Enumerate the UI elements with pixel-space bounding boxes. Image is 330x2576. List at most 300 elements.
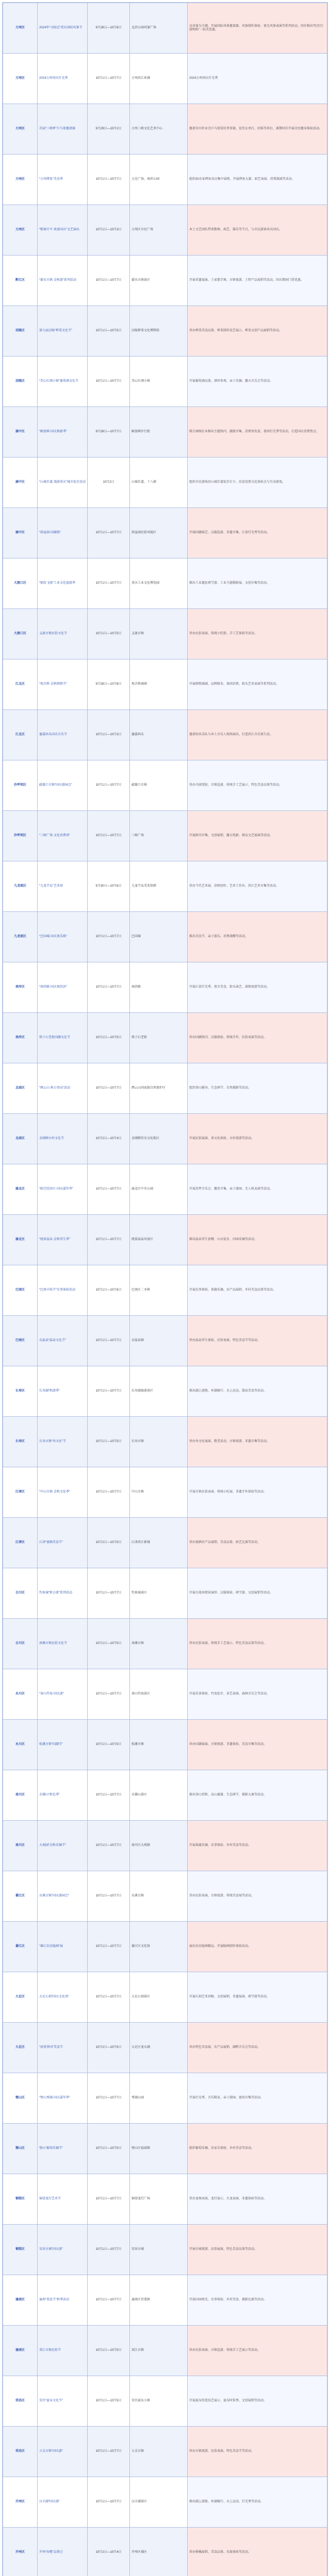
venue-cell: 万达广场、南滨公园: [130, 155, 188, 205]
table-row: [3, 558, 327, 609]
table-row: [3, 912, 327, 962]
activity-name-cell: 万灵古镇“国庆游”: [38, 2427, 88, 2477]
venue-cell: 万州区市民广场: [130, 205, 188, 256]
venue-cell: 万灵古镇: [130, 2427, 188, 2477]
time-cell: 10月1日—10月7日: [88, 1316, 130, 1366]
table-row: [3, 1821, 327, 1871]
table-row: [3, 811, 327, 861]
time-cell: 10月1日—10月7日: [88, 1972, 130, 2023]
venue-cell: 万州三峡文化艺术中心: [130, 104, 188, 155]
table-row: [3, 1467, 327, 1518]
table-row: [3, 710, 327, 760]
detail-cell: 开展图书市集、文创展销、露天电影、群众文艺展演等活动。: [188, 811, 327, 861]
time-cell: 10月1日—10月7日: [88, 1164, 130, 1215]
table-row: [3, 2326, 327, 2376]
table-row: [3, 1164, 327, 1215]
time-cell: 10月1日—10月7日: [88, 2427, 130, 2477]
district-cell: 合川区: [3, 1619, 38, 1669]
detail-cell: 举办富硒农产品展销、美食品鉴、厨艺比赛等活动。: [188, 1518, 327, 1568]
activity-table-body: [3, 3, 327, 2576]
activity-name-cell: 涞滩古镇民俗文化节: [38, 1619, 88, 1669]
table-row: [3, 1215, 327, 1265]
district-cell: 大足区: [3, 1972, 38, 2023]
detail-cell: 开展葡萄酒品鉴、酒窖参观、亲子采摘、露天音乐会等活动。: [188, 357, 327, 407]
detail-cell: 开展农事体验、果蔬采摘、农产品展销、乡村美食品鉴等活动。: [188, 1265, 327, 1316]
table-row: [3, 357, 327, 407]
detail-cell: 举办民俗表演、传统小吃街、手工艺体验等活动。: [188, 609, 327, 659]
detail-cell: 邀请知名乐队与本土音乐人现场演出，打造滨江音乐夜生活。: [188, 710, 327, 760]
table-row: [3, 1972, 327, 2023]
activity-name-cell: 大足石刻“国庆文化周”: [38, 1972, 88, 2023]
venue-cell: 东溪古镇: [130, 1871, 188, 1922]
activity-name-cell: 汉丰湖“国庆游”: [38, 2477, 88, 2528]
district-cell: 江津区: [3, 1467, 38, 1518]
district-cell: 巴南区: [3, 1265, 38, 1316]
venue-cell: 南滨路: [130, 962, 188, 1013]
venue-cell: 茶山竹海景区: [130, 1669, 188, 1720]
time-cell: 10月1日—10月7日: [88, 811, 130, 861]
venue-cell: 鎏嘉码头: [130, 710, 188, 760]
table-row: [3, 104, 327, 155]
venue-cell: 东温泉镇: [130, 1316, 188, 1366]
time-cell: 9月28日—10月7日: [88, 407, 130, 457]
time-cell: 10月1日—10月5日: [88, 2326, 130, 2376]
district-cell: 綦江区: [3, 1922, 38, 1972]
detail-cell: 开展石刻艺术讲解、文创展销、非遗展演、研学游等活动。: [188, 1972, 327, 2023]
activity-name-cell: “巴国城·国庆欢乐购”: [38, 912, 88, 962]
detail-cell: 组织登山健身、生态研学、自然摄影等活动。: [188, 1063, 327, 1114]
venue-cell: 双江古镇: [130, 2326, 188, 2376]
district-cell: 巴南区: [3, 1316, 38, 1366]
district-cell: 万州区: [3, 54, 38, 104]
time-cell: 10月1日—10月7日: [88, 962, 130, 1013]
venue-cell: 秀湖公园: [130, 2073, 188, 2124]
district-cell: 渝北区: [3, 1164, 38, 1215]
time-cell: 10月1日—10月7日: [88, 1871, 130, 1922]
venue-cell: 松溉古镇: [130, 1720, 188, 1770]
table-row: [3, 2073, 327, 2124]
detail-cell: 推出湖上游船、环湖骑行、水上运动、灯光秀等活动。: [188, 2477, 327, 2528]
detail-cell: 开展古战场情景演绎、汉服体验、研学游、文创展销等活动。: [188, 1568, 327, 1619]
district-cell: 南岸区: [3, 1013, 38, 1063]
detail-cell: 开展夏布织造技艺展示、夏布时装秀、文创展销等活动。: [188, 2376, 327, 2427]
activity-name-cell: 东温泉“温泉文化节”: [38, 1316, 88, 1366]
district-cell: 大足区: [3, 2023, 38, 2073]
detail-cell: 举办龙舞表演、龙灯展示、火龙表演、非遗体验等活动。: [188, 2174, 327, 2225]
activity-name-cell: 义渡古镇民俗文化节: [38, 609, 88, 659]
activity-name-cell: “观音桥·金秋购物节”: [38, 659, 88, 710]
table-row: [3, 1063, 327, 1114]
table-row: [3, 2275, 327, 2326]
time-cell: 10月2日—10月5日: [88, 2023, 130, 2073]
activity-name-cell: “璧山秀湖·国庆嘉年华”: [38, 2073, 88, 2124]
table-row: [3, 1518, 327, 1568]
time-cell: 10月1日—10月5日: [88, 1013, 130, 1063]
district-cell: 南川区: [3, 1770, 38, 1821]
detail-cell: 开展果蔬采摘、农事体验、乡村美食等活动。: [188, 1821, 327, 1871]
time-cell: 10月1日—10月7日: [88, 760, 130, 811]
table-row: [3, 1720, 327, 1770]
activity-name-cell: 首届“三峡杯”乒乓球邀请赛: [38, 104, 88, 155]
activity-name-cell: “海棠香国”美食节: [38, 2023, 88, 2073]
time-cell: 10月1日—10月5日: [88, 1619, 130, 1669]
district-cell: 渝中区: [3, 508, 38, 558]
district-cell: 江津区: [3, 1518, 38, 1568]
detail-cell: 举办当代艺术展、涂鸦创作、艺术工作坊、滨江艺术市集等活动。: [188, 861, 327, 912]
district-cell: 渝北区: [3, 1215, 38, 1265]
time-cell: 10月1日—10月7日: [88, 54, 130, 104]
venue-cell: 三峡广场: [130, 811, 188, 861]
detail-cell: 举办国潮快闪、汉服体验、传统手作、民俗表演等活动。: [188, 1013, 327, 1063]
venue-cell: 金刚碑历史文化街区: [130, 1114, 188, 1164]
table-row: [3, 1316, 327, 1366]
time-cell: 10月1日—10月7日: [88, 912, 130, 962]
detail-cell: 举办民俗表演、古镇巡游、传统手工艺展示等活动。: [188, 2326, 327, 2376]
activity-name-cell: “巴南丰收节”农事体验活动: [38, 1265, 88, 1316]
district-cell: 长寿区: [3, 1417, 38, 1467]
activity-name-cell: “濯水古镇·金秋游”系列活动: [38, 256, 88, 306]
district-cell: 南川区: [3, 1821, 38, 1871]
detail-cell: 以风筝为主题，开展国际风筝邀请赛、风筝制作体验、夜光风筝表演等系列活动，同步推出“吃住行游购娱”一站式优惠。: [188, 3, 327, 54]
venue-cell: 涞滩古镇: [130, 1619, 188, 1669]
activity-name-cell: 开州“春橙”品鉴会: [38, 2528, 88, 2576]
venue-cell: 涪陵榨菜文化博物馆: [130, 306, 188, 357]
table-row: [3, 306, 327, 357]
venue-cell: 磁器口古镇: [130, 760, 188, 811]
time-cell: 10月2日—10月4日: [88, 1114, 130, 1164]
venue-cell: 金佛山景区: [130, 1770, 188, 1821]
time-cell: 10月1日—10月7日: [88, 1366, 130, 1417]
time-cell: 10月1日—10月7日: [88, 1770, 130, 1821]
time-cell: 10月2日—10月4日: [88, 2528, 130, 2576]
activity-name-cell: “山城步道·漫游重庆”城市徒步活动: [38, 457, 88, 508]
district-cell: 铜梁区: [3, 2225, 38, 2275]
table-row: [3, 1265, 327, 1316]
detail-cell: 开展草坪音乐会、露营市集、亲子游园、无人机表演等活动。: [188, 1164, 327, 1215]
table-row: [3, 1770, 327, 1821]
district-cell: 永川区: [3, 1669, 38, 1720]
venue-cell: 南川区大观镇: [130, 1821, 188, 1871]
detail-cell: 展出农民版画精品，开展版画制作体验活动。: [188, 1922, 327, 1972]
district-cell: 大渡口区: [3, 558, 38, 609]
detail-cell: 组织30余家烤鱼名店集中展销，开展烤鱼大赛、厨艺表演、消费满减等活动。: [188, 155, 327, 205]
time-cell: 10月1日—10月7日: [88, 1215, 130, 1265]
detail-cell: 开展购物满减、品牌联名、夜间消费、街头艺术表演等系列活动。: [188, 659, 327, 710]
venue-cell: 綦江区文化馆: [130, 1922, 188, 1972]
activity-name-cell: 长寿古镇“寿文化”节: [38, 1417, 88, 1467]
time-cell: 9月28日—10月8日: [88, 659, 130, 710]
district-cell: 涪陵区: [3, 306, 38, 357]
table-row: [3, 609, 327, 659]
venue-cell: 大足石刻景区: [130, 1972, 188, 2023]
detail-cell: 开展古城夜游、民俗展演、特色美食品鉴等活动。: [188, 2225, 327, 2275]
venue-cell: 九龙半岛美术馆群: [130, 861, 188, 912]
activity-name-cell: 大观园“金秋采摘节”: [38, 1821, 88, 1871]
detail-cell: 本土文艺团队带来歌舞、曲艺、器乐等节目，与市民游客共庆国庆。: [188, 205, 327, 256]
table-row: [3, 256, 327, 306]
time-cell: 10月1日—10月5日: [88, 306, 130, 357]
district-cell: 江北区: [3, 659, 38, 710]
activity-name-cell: “统景温泉·金秋养生季”: [38, 1215, 88, 1265]
activity-name-cell: 2024万州国庆灯光秀: [38, 54, 88, 104]
time-cell: 10月1日—10月5日: [88, 609, 130, 659]
activity-name-cell: 鎏嘉码头国庆音乐节: [38, 710, 88, 760]
table-row: [3, 1619, 327, 1669]
table-row: [3, 1568, 327, 1619]
activity-name-cell: 长寿湖“秋游季”: [38, 1366, 88, 1417]
time-cell: 10月1日—10月7日: [88, 508, 130, 558]
time-cell: 10月1日—10月7日: [88, 256, 130, 306]
detail-cell: 联合商圈企业推出主题快闪、潮流市集、消费券发放、夜间灯光秀等活动，打造国庆消费热点。: [188, 407, 327, 457]
district-cell: 永川区: [3, 1720, 38, 1770]
activity-name-cell: 荣昌“夏布文化节”: [38, 2376, 88, 2427]
activity-name-cell: 松溉古镇“国潮节”: [38, 1720, 88, 1770]
table-row: [3, 155, 327, 205]
table-row: [3, 659, 327, 710]
activity-name-cell: “中山古镇·金秋文化季”: [38, 1467, 88, 1518]
time-cell: 10月1日—10月7日: [88, 1568, 130, 1619]
venue-cell: 万州滨江环湖: [130, 54, 188, 104]
activity-name-cell: 磁器口古镇“国庆游园会”: [38, 760, 88, 811]
table-row: [3, 54, 327, 104]
venue-cell: 北滨公园风筝广场: [130, 3, 188, 54]
venue-cell: 统景温泉风景区: [130, 1215, 188, 1265]
venue-cell: 安居古城: [130, 2225, 188, 2275]
activity-name-cell: 江津“富硒美食节”: [38, 1518, 88, 1568]
table-row: [3, 962, 327, 1013]
district-cell: 潼南区: [3, 2275, 38, 2326]
detail-cell: 推出登山赏秋、高山避暑、生态研学、摄影大赛等活动。: [188, 1770, 327, 1821]
time-cell: 10月1日—10月7日: [88, 558, 130, 609]
detail-cell: 举办特色美食展、农产品展销、湖畔音乐会等活动。: [188, 2023, 327, 2073]
table-row: [3, 2023, 327, 2073]
venue-cell: 重庆工业文化博览园: [130, 558, 188, 609]
detail-cell: 开展民俗展演、茶文化体验、古村夜游等活动。: [188, 1114, 327, 1164]
district-cell: 荣昌区: [3, 2427, 38, 2477]
detail-cell: 推出美食节、亲子游乐、消费满赠等活动。: [188, 912, 327, 962]
detail-cell: 举办川剧变脸、古镇巡游、传统手工艺展示、特色美食品鉴等活动。: [188, 760, 327, 811]
time-cell: 10月1日—10月7日: [88, 1063, 130, 1114]
activity-name-cell: “九龙半岛”艺术周: [38, 861, 88, 912]
venue-cell: 开州区城区: [130, 2528, 188, 2576]
time-cell: 9月29日—10月2日: [88, 104, 130, 155]
time-cell: 10月1日—10月7日: [88, 2477, 130, 2528]
activity-name-cell: 双江古镇民俗节: [38, 2326, 88, 2376]
detail-cell: 组织市民游客沿山城步道徒步打卡，沿途设置文化体验点与互动游戏。: [188, 457, 327, 508]
activity-name-cell: “美心红酒小镇”葡萄酒文化节: [38, 357, 88, 407]
venue-cell: 洪崖洞民俗风貌区: [130, 508, 188, 558]
detail-cell: 开展江景灯光秀、夜市美食、街头演艺、游船夜游等活动。: [188, 962, 327, 1013]
detail-cell: 开展田园观光、农事体验、乡村美食、摄影比赛等活动。: [188, 2275, 327, 2326]
time-cell: 10月1日—10月7日: [88, 2174, 130, 2225]
detail-cell: 推出温泉养生套餐、山水徒步、田园采摘等活动。: [188, 1215, 327, 1265]
district-cell: 沙坪坝区: [3, 811, 38, 861]
district-cell: 万州区: [3, 3, 38, 54]
district-cell: 北碚区: [3, 1063, 38, 1114]
district-cell: 北碚区: [3, 1114, 38, 1164]
district-cell: 铜梁区: [3, 2174, 38, 2225]
table-row: [3, 2124, 327, 2174]
table-row: [3, 2528, 327, 2576]
district-cell: 九龙坡区: [3, 912, 38, 962]
table-row: [3, 1871, 327, 1922]
time-cell: 9月28日—10月8日: [88, 3, 130, 54]
district-cell: 万州区: [3, 155, 38, 205]
table-row: [3, 2376, 327, 2427]
time-cell: 10月1日—10月7日: [88, 2225, 130, 2275]
detail-cell: 举办寿文化展演、敬老活动、古镇夜游、非遗市集等活动。: [188, 1417, 327, 1467]
activity-name-cell: “南滨路·国庆夜经济”: [38, 962, 88, 1013]
time-cell: 10月1日—10月7日: [88, 1669, 130, 1720]
table-row: [3, 861, 327, 912]
detail-cell: 开展古镇民俗表演、传统小吃展、非遗手作体验等活动。: [188, 1467, 327, 1518]
venue-cell: 义渡古镇: [130, 609, 188, 659]
time-cell: 10月1日—10月7日: [88, 1821, 130, 1871]
table-row: [3, 205, 327, 256]
time-cell: 10月2日: [88, 457, 130, 508]
detail-cell: 推出湖上游船、环湖骑行、水上运动、渔家美食等活动。: [188, 1366, 327, 1417]
activity-name-cell: 钓鱼城“秋日游”系列活动: [38, 1568, 88, 1619]
table-row: [3, 2174, 327, 2225]
activity-name-cell: 弹子石老街国潮文化节: [38, 1013, 88, 1063]
venue-cell: 汉丰湖景区: [130, 2477, 188, 2528]
district-cell: 荣昌区: [3, 2376, 38, 2427]
detail-cell: 举办榨菜美食品鉴、榨菜制作技艺展示、榨菜文创产品展销等活动。: [188, 306, 327, 357]
time-cell: 10月1日—10月3日: [88, 710, 130, 760]
activity-name-cell: “钢花飞扬”工业文化旅游季: [38, 558, 88, 609]
activity-name-cell: 东溪古镇“国庆游园会”: [38, 1871, 88, 1922]
venue-cell: 铜梁龙灯广场: [130, 2174, 188, 2225]
venue-cell: 巴国城: [130, 912, 188, 962]
activity-name-cell: “临空经济区·国庆嘉年华”: [38, 1164, 88, 1215]
venue-cell: 长寿古镇: [130, 1417, 188, 1467]
activity-name-cell: 铜梁龙灯艺术节: [38, 2174, 88, 2225]
detail-cell: 举办柑橘展销、美食品鉴、农旅体验等活动。: [188, 2528, 327, 2576]
detail-cell: 2024万州国庆灯光秀: [188, 54, 327, 104]
district-cell: 万州区: [3, 205, 38, 256]
detail-cell: 开展灯光秀、音乐喷泉、亲子游园、夜间市集等活动。: [188, 2073, 327, 2124]
activity-schedule-sheet: [2, 2, 328, 2576]
time-cell: 10月1日—10月5日: [88, 1720, 130, 1770]
activity-name-cell: 安居古城“国庆游”: [38, 2225, 88, 2275]
activity-name-cell: 金佛山“秋色季”: [38, 1770, 88, 1821]
venue-cell: 美心红酒小镇: [130, 357, 188, 407]
detail-cell: 举办国潮展演、古镇夜游、非遗体验、美食市集等活动。: [188, 1720, 327, 1770]
table-row: [3, 1669, 327, 1720]
detail-cell: 举办古镇夜游、民俗表演、特色美食节等活动。: [188, 2427, 327, 2477]
district-cell: 大渡口区: [3, 609, 38, 659]
activity-name-cell: “洪崖洞·国潮夜”: [38, 508, 88, 558]
table-row: [3, 3, 327, 54]
time-cell: 10月1日—10月5日: [88, 1417, 130, 1467]
venue-cell: 濯水古镇景区: [130, 256, 188, 306]
time-cell: 10月1日—10月3日: [88, 205, 130, 256]
activity-name-cell: “缙云山·秋日登高”活动: [38, 1063, 88, 1114]
district-cell: 黔江区: [3, 256, 38, 306]
time-cell: 10月2日—10月5日: [88, 1518, 130, 1568]
time-cell: 10月1日—10月7日: [88, 357, 130, 407]
district-cell: 潼南区: [3, 2326, 38, 2376]
district-cell: 开州区: [3, 2477, 38, 2528]
district-cell: 渝中区: [3, 457, 38, 508]
time-cell: 10月1日—10月6日: [88, 1265, 130, 1316]
venue-cell: 渝北区中央公园: [130, 1164, 188, 1215]
activity-name-cell: “綦江农民版画”展: [38, 1922, 88, 1972]
district-cell: 合川区: [3, 1568, 38, 1619]
venue-cell: 长寿湖旅游景区: [130, 1366, 188, 1417]
venue-cell: 山城步道、十八梯: [130, 457, 188, 508]
table-row: [3, 2225, 327, 2275]
detail-cell: 开展国潮演艺、汉服巡游、非遗市集、江景灯光秀等活动。: [188, 508, 327, 558]
venue-cell: 璧山区福禄镇: [130, 2124, 188, 2174]
district-cell: 长寿区: [3, 1366, 38, 1417]
district-cell: 沙坪坝区: [3, 760, 38, 811]
activity-name-cell: “茶山竹海·国庆游”: [38, 1669, 88, 1720]
time-cell: 10月1日—10月7日: [88, 1922, 130, 1972]
venue-cell: 巴南区二圣镇: [130, 1265, 188, 1316]
venue-cell: 钓鱼城景区: [130, 1568, 188, 1619]
venue-cell: 观音桥商圈: [130, 659, 188, 710]
table-row: [3, 2477, 327, 2528]
detail-cell: 举办温泉养生体验、民俗表演、特色美食节等活动。: [188, 1316, 327, 1366]
time-cell: 10月1日—10月7日: [88, 2073, 130, 2124]
district-cell: 涪陵区: [3, 357, 38, 407]
table-row: [3, 1013, 327, 1063]
district-cell: 南岸区: [3, 962, 38, 1013]
time-cell: 10月1日—10月5日: [88, 2124, 130, 2174]
table-row: [3, 2427, 327, 2477]
activity-name-cell: 璧山“葡萄采摘节”: [38, 2124, 88, 2174]
time-cell: 9月30日—10月6日: [88, 861, 130, 912]
activity-name-cell: 第九届涪陵“榨菜文化节”: [38, 306, 88, 357]
venue-cell: 解放碑步行街: [130, 407, 188, 457]
venue-cell: 弹子石老街: [130, 1013, 188, 1063]
activity-name-cell: 潼南“菜花节”秋季活动: [38, 2275, 88, 2326]
detail-cell: 举办民俗表演、传统手工艺展示、特色美食品鉴等活动。: [188, 1619, 327, 1669]
table-row: [3, 1417, 327, 1467]
district-cell: 璧山区: [3, 2073, 38, 2124]
venue-cell: 缙云山国家级自然保护区: [130, 1063, 188, 1114]
detail-cell: 推出工业遗址研学游、工业主题摄影展、文创市集等活动。: [188, 558, 327, 609]
detail-cell: 邀请市内外业余乒乓球爱好者参赛，设男女单打、团体等项目，赛期同步开展全民健身体验活动。: [188, 104, 327, 155]
table-row: [3, 457, 327, 508]
activity-name-cell: 金刚碑古村文化节: [38, 1114, 88, 1164]
venue-cell: 潼南区崇龛镇: [130, 2275, 188, 2326]
activity-name-cell: “万州烤鱼”美食季: [38, 155, 88, 205]
district-cell: 渝中区: [3, 407, 38, 457]
activity-name-cell: 2024年“寻仙记”重庆国际风筝节: [38, 3, 88, 54]
time-cell: 10月1日—10月7日: [88, 1467, 130, 1518]
district-cell: 璧山区: [3, 2124, 38, 2174]
activity-name-cell: “三峡广场·文化消费周”: [38, 811, 88, 861]
table-row: [3, 407, 327, 457]
activity-name-cell: “解放碑·国庆焕新季”: [38, 407, 88, 457]
activity-table: [3, 3, 327, 2576]
venue-cell: 大足区龙水湖: [130, 2023, 188, 2073]
district-cell: 江北区: [3, 710, 38, 760]
time-cell: 10月1日—10月7日: [88, 155, 130, 205]
venue-cell: 荣昌夏布小镇: [130, 2376, 188, 2427]
activity-name-cell: “歌舞升平·欢度国庆”文艺演出: [38, 205, 88, 256]
detail-cell: 开展非遗展演、土家摆手舞、古镇夜游、土特产品展销等活动，国庆期间门票优惠。: [188, 256, 327, 306]
district-cell: 万州区: [3, 104, 38, 155]
district-cell: 九龙坡区: [3, 861, 38, 912]
venue-cell: 中山古镇: [130, 1467, 188, 1518]
table-row: [3, 1114, 327, 1164]
table-row: [3, 508, 327, 558]
time-cell: 10月1日—10月5日: [88, 2376, 130, 2427]
district-cell: 綦江区: [3, 1871, 38, 1922]
